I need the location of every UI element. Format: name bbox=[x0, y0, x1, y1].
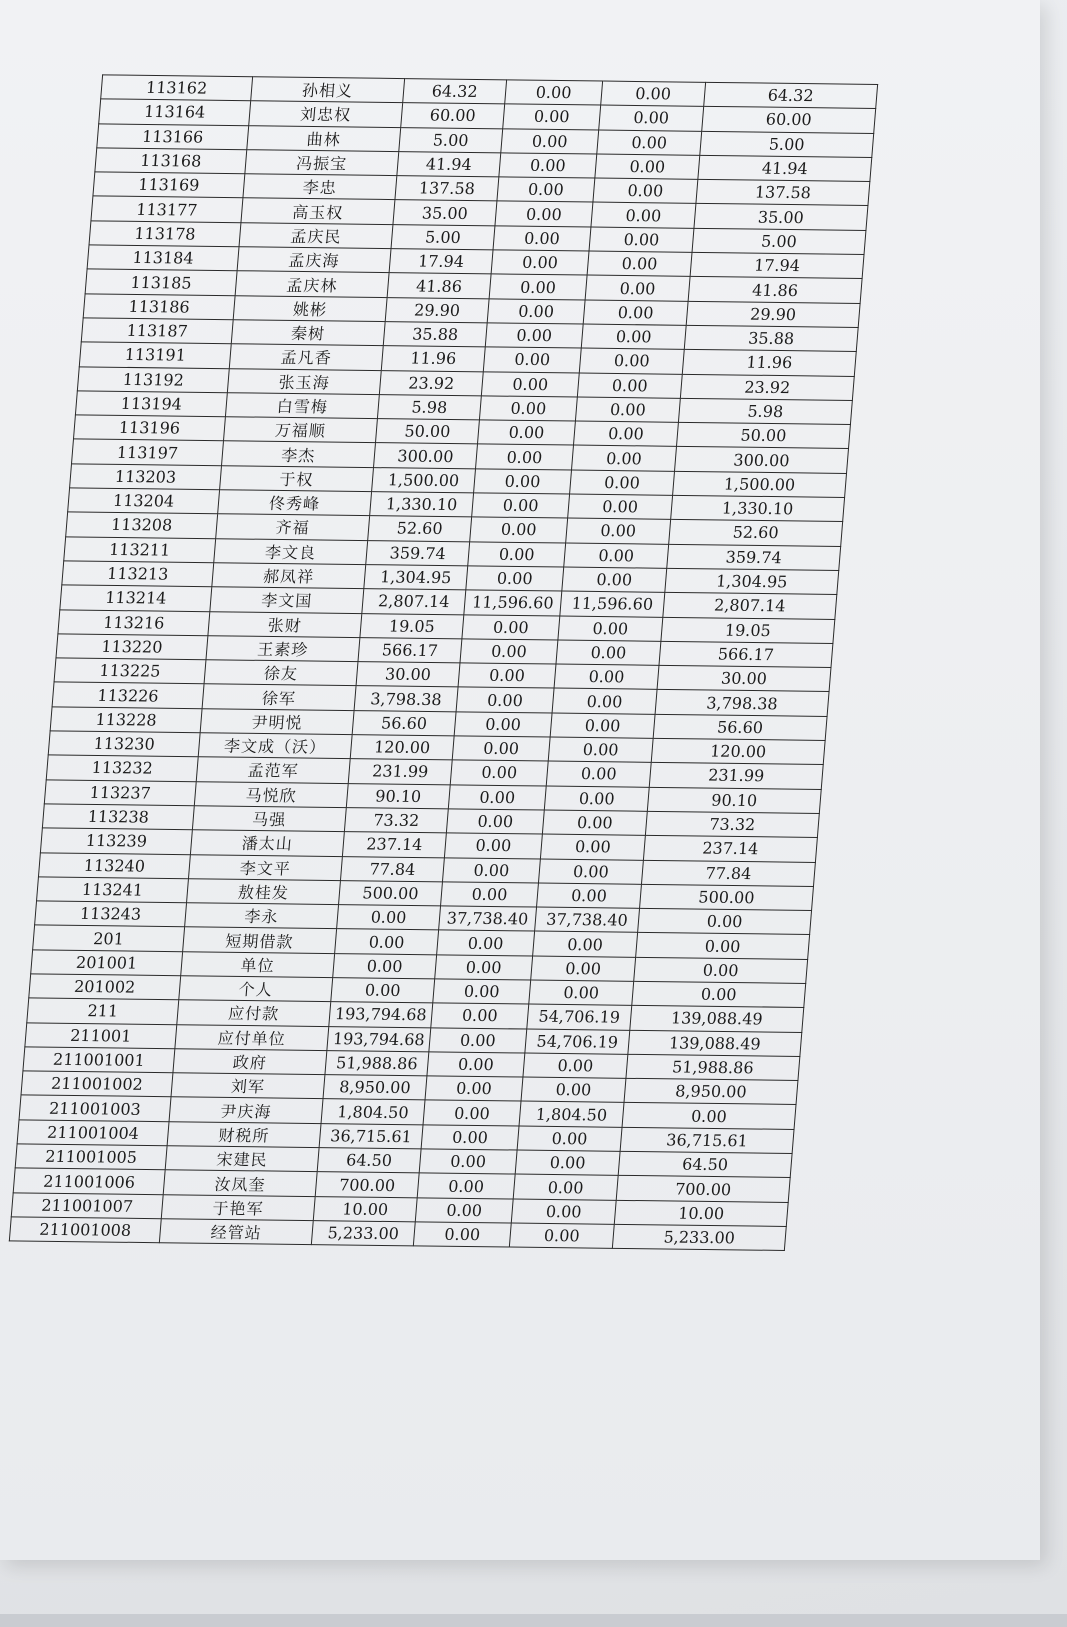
credit-amount-cell: 0.00 bbox=[593, 178, 698, 204]
debit-amount-cell: 0.00 bbox=[476, 444, 574, 469]
debit-amount-cell: 0.00 bbox=[477, 420, 575, 445]
account-code-cell: 113211 bbox=[64, 536, 216, 562]
account-code-cell: 113238 bbox=[42, 804, 194, 830]
credit-amount-cell: 0.00 bbox=[564, 543, 669, 569]
closing-balance-cell: 231.99 bbox=[649, 763, 823, 789]
debit-amount-cell: 0.00 bbox=[479, 396, 577, 421]
account-name-cell: 孟凡香 bbox=[229, 344, 383, 370]
opening-balance-cell: 5.00 bbox=[399, 127, 503, 153]
account-name-cell: 姚彬 bbox=[233, 295, 387, 321]
account-name-cell: 马强 bbox=[192, 806, 346, 832]
debit-amount-cell: 0.00 bbox=[417, 1173, 515, 1198]
account-name-cell: 经管站 bbox=[159, 1219, 313, 1245]
credit-amount-cell: 0.00 bbox=[566, 518, 671, 544]
account-name-cell: 秦树 bbox=[231, 320, 385, 346]
opening-balance-cell: 0.00 bbox=[331, 978, 435, 1004]
account-code-cell: 113239 bbox=[40, 828, 192, 854]
opening-balance-cell: 1,330.10 bbox=[370, 492, 474, 518]
opening-balance-cell: 35.88 bbox=[383, 322, 487, 348]
debit-amount-cell: 0.00 bbox=[497, 177, 595, 202]
account-name-cell: 政府 bbox=[173, 1049, 327, 1075]
opening-balance-cell: 51,988.86 bbox=[325, 1050, 429, 1076]
account-name-cell: 徐友 bbox=[204, 660, 358, 686]
closing-balance-cell: 1,330.10 bbox=[671, 495, 845, 521]
opening-balance-cell: 359.74 bbox=[366, 540, 470, 566]
debit-amount-cell: 0.00 bbox=[433, 979, 531, 1004]
opening-balance-cell: 64.50 bbox=[317, 1148, 421, 1174]
account-code-cell: 211001003 bbox=[19, 1095, 171, 1121]
credit-amount-cell: 0.00 bbox=[591, 203, 696, 229]
closing-balance-cell: 5.00 bbox=[692, 228, 866, 254]
closing-balance-cell: 0.00 bbox=[634, 957, 808, 983]
debit-amount-cell: 11,596.60 bbox=[464, 590, 562, 615]
opening-balance-cell: 90.10 bbox=[346, 783, 450, 809]
account-name-cell: 张财 bbox=[208, 611, 362, 637]
account-name-cell: 于权 bbox=[220, 465, 374, 491]
closing-balance-cell: 19.05 bbox=[661, 617, 835, 643]
opening-balance-cell: 19.05 bbox=[360, 613, 464, 639]
closing-balance-cell: 137.58 bbox=[696, 180, 870, 206]
debit-amount-cell: 0.00 bbox=[483, 347, 581, 372]
account-name-cell: 李文成（沃） bbox=[198, 733, 352, 759]
account-code-cell: 113237 bbox=[44, 779, 196, 805]
account-code-cell: 201 bbox=[33, 925, 185, 951]
account-name-cell: 徐军 bbox=[202, 684, 356, 710]
account-name-cell: 汝凤奎 bbox=[163, 1170, 317, 1196]
closing-balance-cell: 700.00 bbox=[616, 1176, 790, 1202]
account-name-cell: 短期借款 bbox=[183, 927, 337, 953]
credit-amount-cell: 0.00 bbox=[529, 980, 634, 1006]
credit-amount-cell: 0.00 bbox=[568, 494, 673, 520]
opening-balance-cell: 5.98 bbox=[377, 394, 481, 420]
opening-balance-cell: 700.00 bbox=[315, 1172, 419, 1198]
opening-balance-cell: 29.90 bbox=[385, 297, 489, 323]
closing-balance-cell: 10.00 bbox=[614, 1200, 788, 1226]
account-name-cell: 万福顺 bbox=[223, 417, 377, 443]
opening-balance-cell: 10.00 bbox=[313, 1196, 417, 1222]
credit-amount-cell: 0.00 bbox=[572, 445, 677, 471]
credit-amount-cell: 0.00 bbox=[537, 883, 642, 909]
opening-balance-cell: 300.00 bbox=[374, 443, 478, 469]
closing-balance-cell: 73.32 bbox=[645, 811, 819, 837]
credit-amount-cell: 0.00 bbox=[597, 130, 702, 156]
opening-balance-cell: 60.00 bbox=[401, 103, 505, 129]
account-name-cell: 李文平 bbox=[188, 854, 342, 880]
opening-balance-cell: 2,807.14 bbox=[362, 589, 466, 615]
account-code-cell: 201002 bbox=[29, 974, 181, 1000]
debit-amount-cell: 0.00 bbox=[425, 1076, 523, 1101]
closing-balance-cell: 60.00 bbox=[702, 107, 876, 133]
debit-amount-cell: 0.00 bbox=[429, 1027, 527, 1052]
opening-balance-cell: 50.00 bbox=[375, 419, 479, 445]
credit-amount-cell: 0.00 bbox=[544, 786, 649, 812]
closing-balance-cell: 50.00 bbox=[676, 422, 850, 448]
closing-balance-cell: 500.00 bbox=[640, 884, 814, 910]
account-name-cell: 应付款 bbox=[177, 1000, 331, 1026]
opening-balance-cell: 5.00 bbox=[391, 224, 495, 250]
opening-balance-cell: 500.00 bbox=[339, 880, 443, 906]
account-name-cell: 李永 bbox=[185, 903, 339, 929]
opening-balance-cell: 8,950.00 bbox=[323, 1075, 427, 1101]
opening-balance-cell: 237.14 bbox=[342, 832, 446, 858]
closing-balance-cell: 1,304.95 bbox=[665, 568, 839, 594]
account-code-cell: 113194 bbox=[75, 391, 227, 417]
opening-balance-cell: 56.60 bbox=[352, 710, 456, 736]
credit-amount-cell: 0.00 bbox=[546, 761, 651, 787]
debit-amount-cell: 0.00 bbox=[441, 882, 539, 907]
debit-amount-cell: 0.00 bbox=[501, 128, 599, 153]
debit-amount-cell: 0.00 bbox=[448, 784, 546, 809]
debit-amount-cell: 0.00 bbox=[493, 226, 591, 251]
opening-balance-cell: 3,798.38 bbox=[354, 686, 458, 712]
opening-balance-cell: 0.00 bbox=[333, 953, 437, 979]
closing-balance-cell: 56.60 bbox=[653, 714, 827, 740]
debit-amount-cell: 0.00 bbox=[446, 809, 544, 834]
opening-balance-cell: 35.00 bbox=[393, 200, 497, 226]
closing-balance-cell: 8,950.00 bbox=[624, 1078, 798, 1104]
account-name-cell: 尹庆海 bbox=[169, 1097, 323, 1123]
debit-amount-cell: 37,738.40 bbox=[439, 906, 537, 931]
credit-amount-cell: 0.00 bbox=[533, 931, 638, 957]
debit-amount-cell: 0.00 bbox=[470, 517, 568, 542]
closing-balance-cell: 120.00 bbox=[651, 738, 825, 764]
account-code-cell: 113186 bbox=[83, 294, 235, 320]
closing-balance-cell: 566.17 bbox=[659, 641, 833, 667]
closing-balance-cell: 17.94 bbox=[690, 252, 864, 278]
account-name-cell: 个人 bbox=[179, 976, 333, 1002]
credit-amount-cell: 0.00 bbox=[573, 421, 678, 447]
account-name-cell: 佟秀峰 bbox=[218, 490, 372, 516]
debit-amount-cell: 0.00 bbox=[454, 712, 552, 737]
account-code-cell: 113214 bbox=[60, 585, 212, 611]
account-code-cell: 113243 bbox=[35, 901, 187, 927]
account-code-cell: 113208 bbox=[66, 512, 218, 538]
closing-balance-cell: 237.14 bbox=[643, 836, 817, 862]
account-code-cell: 113230 bbox=[48, 731, 200, 757]
account-code-cell: 113184 bbox=[87, 245, 239, 271]
account-name-cell: 郝凤祥 bbox=[212, 563, 366, 589]
credit-amount-cell: 0.00 bbox=[579, 348, 684, 374]
credit-amount-cell: 1,804.50 bbox=[519, 1102, 624, 1128]
credit-amount-cell: 0.00 bbox=[531, 956, 636, 982]
debit-amount-cell: 0.00 bbox=[468, 541, 566, 566]
closing-balance-cell: 1,500.00 bbox=[673, 471, 847, 497]
opening-balance-cell: 231.99 bbox=[348, 759, 452, 785]
credit-amount-cell: 0.00 bbox=[554, 664, 659, 690]
credit-amount-cell: 0.00 bbox=[552, 688, 657, 714]
opening-balance-cell: 73.32 bbox=[344, 807, 448, 833]
debit-amount-cell: 0.00 bbox=[435, 955, 533, 980]
account-name-cell: 孟庆海 bbox=[237, 247, 391, 273]
debit-amount-cell: 0.00 bbox=[423, 1100, 521, 1125]
debit-amount-cell: 0.00 bbox=[489, 274, 587, 299]
closing-balance-cell: 90.10 bbox=[647, 787, 821, 813]
account-code-cell: 113216 bbox=[58, 609, 210, 635]
closing-balance-cell: 300.00 bbox=[675, 447, 849, 473]
credit-amount-cell: 0.00 bbox=[595, 154, 700, 180]
account-code-cell: 113196 bbox=[73, 415, 225, 441]
account-code-cell: 113203 bbox=[70, 464, 222, 490]
opening-balance-cell: 193,794.68 bbox=[327, 1026, 431, 1052]
credit-amount-cell: 11,596.60 bbox=[560, 591, 665, 617]
credit-amount-cell: 0.00 bbox=[599, 105, 704, 131]
credit-amount-cell: 0.00 bbox=[601, 81, 706, 107]
account-code-cell: 113177 bbox=[91, 196, 243, 222]
closing-balance-cell: 30.00 bbox=[657, 665, 831, 691]
debit-amount-cell: 0.00 bbox=[485, 323, 583, 348]
credit-amount-cell: 0.00 bbox=[550, 713, 655, 739]
credit-amount-cell: 0.00 bbox=[589, 227, 694, 253]
account-name-cell: 于艳军 bbox=[161, 1194, 315, 1220]
opening-balance-cell: 41.86 bbox=[387, 273, 491, 299]
closing-balance-cell: 5.00 bbox=[700, 131, 874, 157]
debit-amount-cell: 0.00 bbox=[503, 104, 601, 129]
opening-balance-cell: 137.58 bbox=[395, 176, 499, 202]
account-name-cell: 张玉海 bbox=[227, 368, 381, 394]
account-code-cell: 113240 bbox=[38, 852, 190, 878]
account-code-cell: 211001005 bbox=[15, 1144, 167, 1170]
closing-balance-cell: 41.94 bbox=[698, 155, 872, 181]
opening-balance-cell: 1,804.50 bbox=[321, 1099, 425, 1125]
opening-balance-cell: 1,304.95 bbox=[364, 565, 468, 591]
opening-balance-cell: 64.32 bbox=[403, 79, 507, 105]
credit-amount-cell: 0.00 bbox=[538, 859, 643, 885]
credit-amount-cell: 0.00 bbox=[570, 470, 675, 496]
account-code-cell: 113226 bbox=[52, 682, 204, 708]
opening-balance-cell: 36,715.61 bbox=[319, 1123, 423, 1149]
debit-amount-cell: 0.00 bbox=[474, 469, 572, 494]
opening-balance-cell: 77.84 bbox=[340, 856, 444, 882]
credit-amount-cell: 0.00 bbox=[558, 616, 663, 642]
account-code-cell: 113228 bbox=[50, 707, 202, 733]
account-code-cell: 201001 bbox=[31, 950, 183, 976]
account-name-cell: 尹明悦 bbox=[200, 708, 354, 734]
closing-balance-cell: 5.98 bbox=[678, 398, 852, 424]
credit-amount-cell: 54,706.19 bbox=[527, 1004, 632, 1030]
opening-balance-cell: 41.94 bbox=[397, 151, 501, 177]
debit-amount-cell: 0.00 bbox=[419, 1149, 517, 1174]
debit-amount-cell: 0.00 bbox=[415, 1198, 513, 1223]
account-code-cell: 211001001 bbox=[23, 1047, 175, 1073]
opening-balance-cell: 11.96 bbox=[381, 346, 485, 372]
account-name-cell: 应付单位 bbox=[175, 1024, 329, 1050]
closing-balance-cell: 36,715.61 bbox=[620, 1127, 794, 1153]
account-name-cell: 孟庆民 bbox=[239, 222, 393, 248]
credit-amount-cell: 0.00 bbox=[515, 1150, 620, 1176]
closing-balance-cell: 139,088.49 bbox=[628, 1030, 802, 1056]
account-code-cell: 113178 bbox=[89, 221, 241, 247]
account-code-cell: 113168 bbox=[95, 148, 247, 174]
debit-amount-cell: 0.00 bbox=[450, 760, 548, 785]
debit-amount-cell: 0.00 bbox=[460, 639, 558, 664]
credit-amount-cell: 0.00 bbox=[562, 567, 667, 593]
account-code-cell: 211 bbox=[27, 998, 179, 1024]
account-name-cell: 潘太山 bbox=[190, 830, 344, 856]
opening-balance-cell: 30.00 bbox=[356, 662, 460, 688]
closing-balance-cell: 52.60 bbox=[669, 520, 843, 546]
account-code-cell: 113241 bbox=[37, 877, 189, 903]
account-name-cell: 孟庆林 bbox=[235, 271, 389, 297]
account-code-cell: 211001007 bbox=[11, 1193, 163, 1219]
account-name-cell: 李杰 bbox=[222, 441, 376, 467]
closing-balance-cell: 5,233.00 bbox=[612, 1224, 786, 1250]
account-code-cell: 113169 bbox=[93, 172, 245, 198]
account-name-cell: 单位 bbox=[181, 951, 335, 977]
debit-amount-cell: 0.00 bbox=[452, 736, 550, 761]
account-code-cell: 113197 bbox=[72, 439, 224, 465]
credit-amount-cell: 0.00 bbox=[511, 1199, 616, 1225]
debit-amount-cell: 0.00 bbox=[431, 1003, 529, 1028]
credit-amount-cell: 0.00 bbox=[523, 1053, 628, 1079]
closing-balance-cell: 51,988.86 bbox=[626, 1054, 800, 1080]
closing-balance-cell: 35.00 bbox=[694, 204, 868, 230]
credit-amount-cell: 0.00 bbox=[585, 275, 690, 301]
account-name-cell: 孙相义 bbox=[251, 77, 405, 103]
credit-amount-cell: 0.00 bbox=[577, 373, 682, 399]
debit-amount-cell: 0.00 bbox=[458, 663, 556, 688]
opening-balance-cell: 23.92 bbox=[379, 370, 483, 396]
closing-balance-cell: 2,807.14 bbox=[663, 593, 837, 619]
ledger-body bbox=[9, 75, 877, 1251]
closing-balance-cell: 359.74 bbox=[667, 544, 841, 570]
opening-balance-cell: 1,500.00 bbox=[372, 467, 476, 493]
credit-amount-cell: 0.00 bbox=[517, 1126, 622, 1152]
account-code-cell: 211001008 bbox=[9, 1217, 161, 1243]
account-name-cell: 李文国 bbox=[210, 587, 364, 613]
account-name-cell: 马悦欣 bbox=[194, 781, 348, 807]
account-name-cell: 冯振宝 bbox=[245, 150, 399, 176]
debit-amount-cell: 0.00 bbox=[442, 857, 540, 882]
closing-balance-cell: 0.00 bbox=[632, 981, 806, 1007]
account-name-cell: 宋建民 bbox=[165, 1146, 319, 1172]
account-name-cell: 李忠 bbox=[243, 174, 397, 200]
debit-amount-cell: 0.00 bbox=[413, 1222, 511, 1247]
opening-balance-cell: 566.17 bbox=[358, 637, 462, 663]
account-code-cell: 113192 bbox=[77, 366, 229, 392]
opening-balance-cell: 0.00 bbox=[335, 929, 439, 955]
opening-balance-cell: 120.00 bbox=[350, 735, 454, 761]
closing-balance-cell: 3,798.38 bbox=[655, 690, 829, 716]
ledger-table bbox=[9, 74, 878, 1251]
account-code-cell: 211001002 bbox=[21, 1071, 173, 1097]
account-code-cell: 113220 bbox=[56, 634, 208, 660]
debit-amount-cell: 0.00 bbox=[421, 1125, 519, 1150]
credit-amount-cell: 0.00 bbox=[581, 324, 686, 350]
debit-amount-cell: 0.00 bbox=[462, 614, 560, 639]
opening-balance-cell: 17.94 bbox=[389, 249, 493, 275]
closing-balance-cell: 41.86 bbox=[688, 277, 862, 303]
account-code-cell: 113185 bbox=[85, 269, 237, 295]
credit-amount-cell: 0.00 bbox=[540, 834, 645, 860]
account-name-cell: 白雪梅 bbox=[225, 393, 379, 419]
credit-amount-cell: 0.00 bbox=[575, 397, 680, 423]
debit-amount-cell: 0.00 bbox=[472, 493, 570, 518]
account-code-cell: 113225 bbox=[54, 658, 206, 684]
account-name-cell: 高玉权 bbox=[241, 198, 395, 224]
account-code-cell: 113187 bbox=[81, 318, 233, 344]
opening-balance-cell: 0.00 bbox=[337, 905, 441, 931]
opening-balance-cell: 193,794.68 bbox=[329, 1002, 433, 1028]
account-code-cell: 113204 bbox=[68, 488, 220, 514]
closing-balance-cell: 0.00 bbox=[638, 908, 812, 934]
closing-balance-cell: 29.90 bbox=[686, 301, 860, 327]
credit-amount-cell: 0.00 bbox=[509, 1223, 614, 1249]
closing-balance-cell: 11.96 bbox=[682, 350, 856, 376]
debit-amount-cell: 0.00 bbox=[487, 299, 585, 324]
credit-amount-cell: 0.00 bbox=[548, 737, 653, 763]
debit-amount-cell: 0.00 bbox=[427, 1052, 525, 1077]
account-code-cell: 211001 bbox=[25, 1022, 177, 1048]
closing-balance-cell: 64.50 bbox=[618, 1151, 792, 1177]
debit-amount-cell: 0.00 bbox=[495, 201, 593, 226]
debit-amount-cell: 0.00 bbox=[499, 153, 597, 178]
credit-amount-cell: 0.00 bbox=[542, 810, 647, 836]
account-name-cell: 李文良 bbox=[214, 538, 368, 564]
credit-amount-cell: 0.00 bbox=[556, 640, 661, 666]
account-name-cell: 孟范军 bbox=[196, 757, 350, 783]
credit-amount-cell: 0.00 bbox=[583, 300, 688, 326]
debit-amount-cell: 0.00 bbox=[491, 250, 589, 275]
account-code-cell: 113162 bbox=[101, 75, 253, 101]
closing-balance-cell: 0.00 bbox=[622, 1103, 796, 1129]
account-name-cell: 刘忠权 bbox=[249, 101, 403, 127]
account-code-cell: 113166 bbox=[97, 123, 249, 149]
debit-amount-cell: 0.00 bbox=[505, 80, 603, 105]
closing-balance-cell: 23.92 bbox=[680, 374, 854, 400]
debit-amount-cell: 0.00 bbox=[481, 371, 579, 396]
opening-balance-cell: 52.60 bbox=[368, 516, 472, 542]
credit-amount-cell: 54,706.19 bbox=[525, 1029, 630, 1055]
account-code-cell: 113164 bbox=[99, 99, 251, 125]
closing-balance-cell: 0.00 bbox=[636, 933, 810, 959]
account-name-cell: 齐福 bbox=[216, 514, 370, 540]
account-code-cell: 211001006 bbox=[13, 1168, 165, 1194]
debit-amount-cell: 0.00 bbox=[437, 930, 535, 955]
account-code-cell: 113191 bbox=[79, 342, 231, 368]
account-code-cell: 113213 bbox=[62, 561, 214, 587]
opening-balance-cell: 5,233.00 bbox=[311, 1221, 415, 1247]
credit-amount-cell: 0.00 bbox=[521, 1077, 626, 1103]
closing-balance-cell: 64.32 bbox=[704, 82, 878, 108]
debit-amount-cell: 0.00 bbox=[456, 687, 554, 712]
credit-amount-cell: 0.00 bbox=[587, 251, 692, 277]
debit-amount-cell: 0.00 bbox=[444, 833, 542, 858]
closing-balance-cell: 77.84 bbox=[641, 860, 815, 886]
account-name-cell: 曲林 bbox=[247, 125, 401, 151]
debit-amount-cell: 0.00 bbox=[466, 566, 564, 591]
account-code-cell: 113232 bbox=[46, 755, 198, 781]
account-name-cell: 王素珍 bbox=[206, 636, 360, 662]
closing-balance-cell: 35.88 bbox=[684, 325, 858, 351]
account-name-cell: 刘军 bbox=[171, 1073, 325, 1099]
credit-amount-cell: 37,738.40 bbox=[535, 907, 640, 933]
account-name-cell: 财税所 bbox=[167, 1121, 321, 1147]
account-name-cell: 敖桂发 bbox=[187, 879, 341, 905]
account-code-cell: 211001004 bbox=[17, 1120, 169, 1146]
closing-balance-cell: 139,088.49 bbox=[630, 1006, 804, 1032]
credit-amount-cell: 0.00 bbox=[513, 1174, 618, 1200]
